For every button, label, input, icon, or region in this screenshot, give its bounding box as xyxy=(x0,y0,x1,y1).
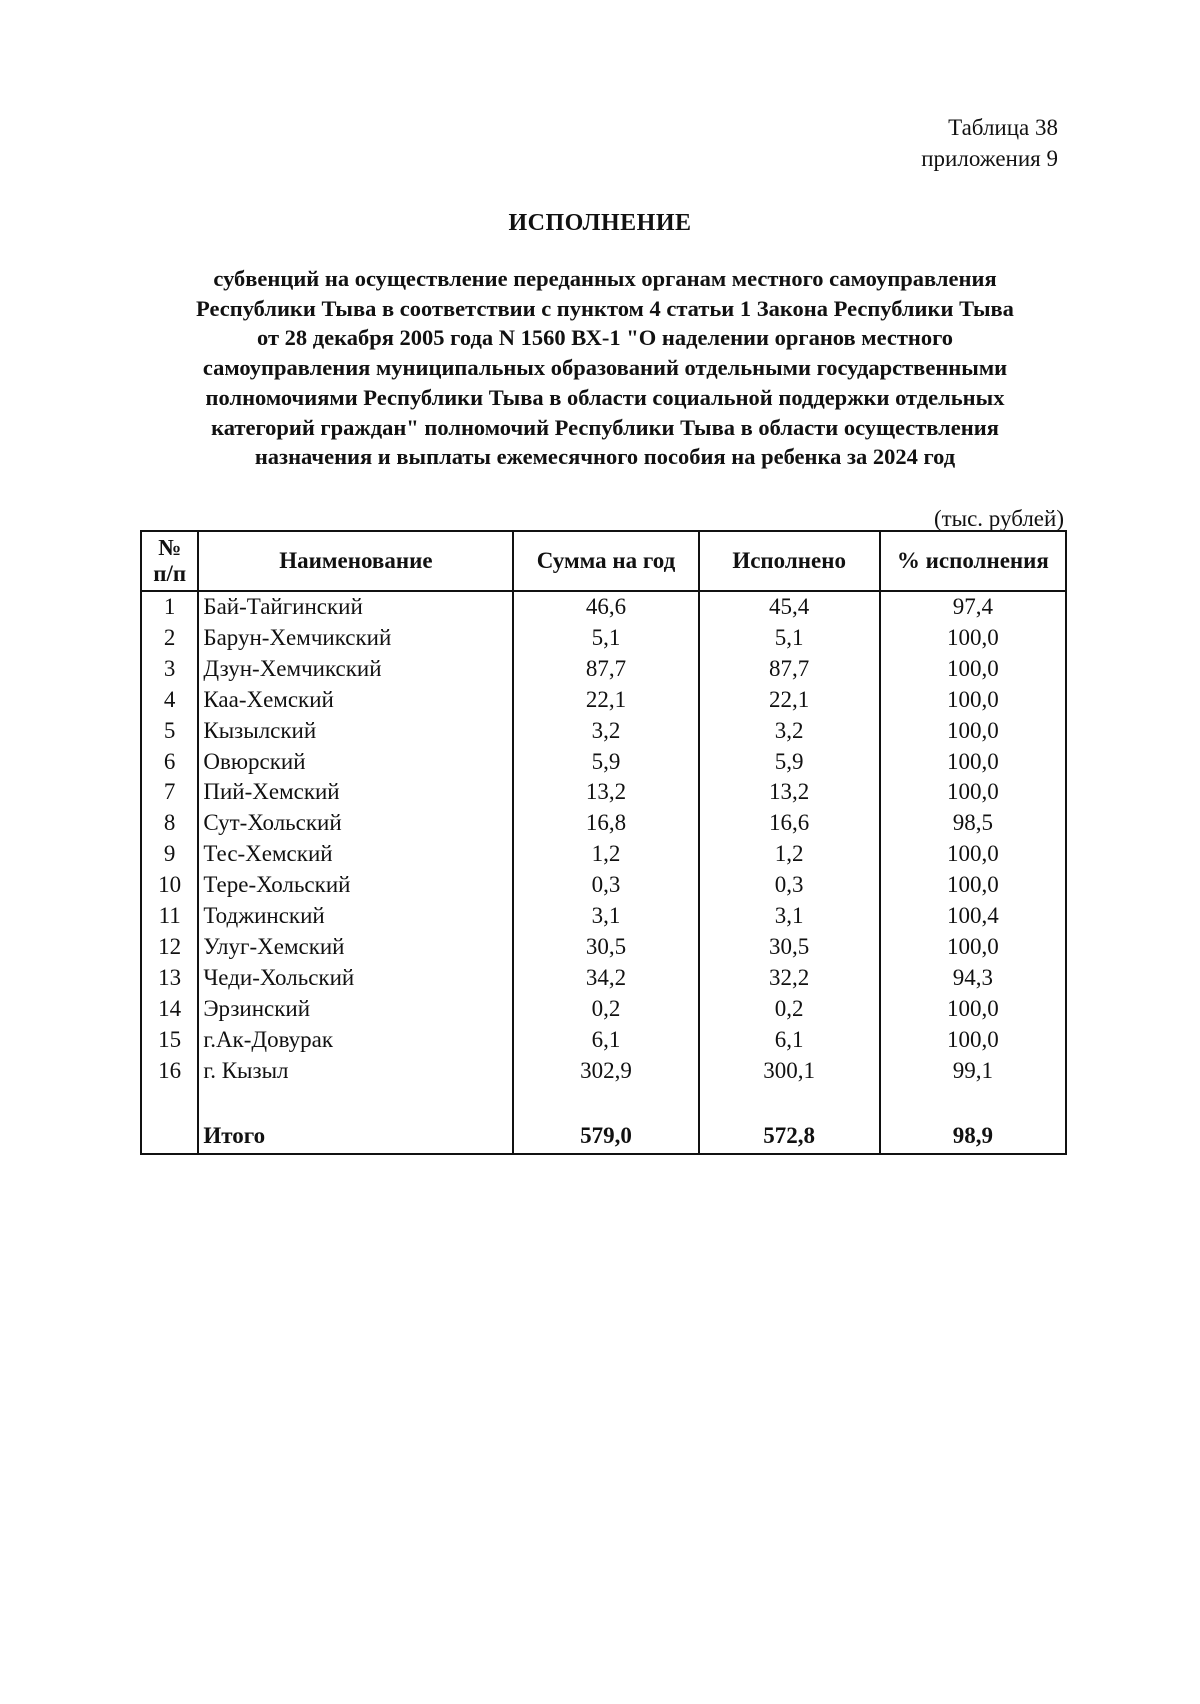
row-percent-cell: 98,5 xyxy=(880,808,1066,839)
table-row xyxy=(141,777,1066,808)
row-name-cell: Эрзинский xyxy=(198,994,513,1025)
row-name-cell: Бай-Тайгинский xyxy=(198,591,513,623)
document-subtitle xyxy=(140,264,1070,472)
table-body xyxy=(141,591,1066,1087)
row-name-cell: Сут-Хольский xyxy=(198,808,513,839)
row-percent-cell: 100,4 xyxy=(880,901,1066,932)
row-planned-cell: 6,1 xyxy=(513,1025,698,1056)
row-executed-cell: 45,4 xyxy=(699,591,880,623)
table-row xyxy=(141,747,1066,778)
row-executed-cell: 5,9 xyxy=(699,747,880,778)
row-executed-cell: 87,7 xyxy=(699,654,880,685)
table-number: Таблица 38 xyxy=(948,115,1058,140)
row-planned-cell: 3,1 xyxy=(513,901,698,932)
row-num-cell: 15 xyxy=(141,1025,198,1056)
row-percent-cell: 100,0 xyxy=(880,839,1066,870)
row-executed-cell: 30,5 xyxy=(699,932,880,963)
row-percent-cell: 100,0 xyxy=(880,654,1066,685)
row-executed-cell: 5,1 xyxy=(699,623,880,654)
row-num-cell: 10 xyxy=(141,870,198,901)
row-num-cell: 16 xyxy=(141,1056,198,1087)
row-num-cell: 11 xyxy=(141,901,198,932)
table-row xyxy=(141,654,1066,685)
table-row xyxy=(141,932,1066,963)
table-row xyxy=(141,994,1066,1025)
row-executed-cell: 22,1 xyxy=(699,685,880,716)
row-num-cell: 6 xyxy=(141,747,198,778)
subtitle-line: самоуправления муниципальных образований отдельными государственными xyxy=(202,355,1008,381)
row-executed-cell: 3,2 xyxy=(699,716,880,747)
header-num: № п/п xyxy=(141,531,198,591)
row-name-cell: Пий-Хемский xyxy=(198,777,513,808)
row-num-cell: 4 xyxy=(141,685,198,716)
row-num-cell: 2 xyxy=(141,623,198,654)
row-planned-cell: 302,9 xyxy=(513,1056,698,1087)
row-percent-cell: 100,0 xyxy=(880,777,1066,808)
row-planned-cell: 22,1 xyxy=(513,685,698,716)
row-planned-cell: 3,2 xyxy=(513,716,698,747)
row-name-cell: Барун-Хемчикский xyxy=(198,623,513,654)
row-name-cell: Тес-Хемский xyxy=(198,839,513,870)
row-name-cell: Улуг-Хемский xyxy=(198,932,513,963)
total-executed-cell: 572,8 xyxy=(699,1121,880,1154)
row-executed-cell: 1,2 xyxy=(699,839,880,870)
row-executed-cell: 32,2 xyxy=(699,963,880,994)
row-planned-cell: 1,2 xyxy=(513,839,698,870)
table-row xyxy=(141,591,1066,623)
row-num-cell: 7 xyxy=(141,777,198,808)
row-num-cell: 13 xyxy=(141,963,198,994)
row-executed-cell: 6,1 xyxy=(699,1025,880,1056)
row-percent-cell: 100,0 xyxy=(880,685,1066,716)
row-planned-cell: 16,8 xyxy=(513,808,698,839)
subtitle-line: назначения и выплаты ежемесячного пособия на ребенка за 2024 год xyxy=(254,444,956,470)
total-name-cell: Итого xyxy=(198,1121,513,1154)
row-planned-cell: 5,9 xyxy=(513,747,698,778)
row-percent-cell: 100,0 xyxy=(880,1025,1066,1056)
units-label: (тыс. рублей) xyxy=(933,506,1064,531)
row-percent-cell: 100,0 xyxy=(880,716,1066,747)
row-name-cell: г.Ак-Довурак xyxy=(198,1025,513,1056)
document-title: ИСПОЛНЕНИЕ xyxy=(508,210,692,236)
row-num-cell: 9 xyxy=(141,839,198,870)
subtitle-line: от 28 декабря 2005 года N 1560 ВХ-1 "О наделении органов местного xyxy=(257,325,953,351)
table-row xyxy=(141,839,1066,870)
row-planned-cell: 46,6 xyxy=(513,591,698,623)
subtitle-line: полномочиями Республики Тыва в области социальной поддержки отдельных xyxy=(205,384,1005,410)
row-planned-cell: 30,5 xyxy=(513,932,698,963)
header-percent: % исполнения xyxy=(880,531,1066,591)
header-name: Наименование xyxy=(198,531,513,591)
row-percent-cell: 94,3 xyxy=(880,963,1066,994)
header-executed: Исполнено xyxy=(699,531,880,591)
table-row xyxy=(141,901,1066,932)
row-planned-cell: 13,2 xyxy=(513,777,698,808)
row-name-cell: Кызылский xyxy=(198,716,513,747)
row-num-cell: 14 xyxy=(141,994,198,1025)
row-num-cell: 12 xyxy=(141,932,198,963)
total-planned-cell: 579,0 xyxy=(513,1121,698,1154)
header-planned: Сумма на год xyxy=(513,531,698,591)
total-num-cell xyxy=(141,1121,198,1154)
subtitle-line: субвенций на осуществление переданных органам местного самоуправления xyxy=(213,266,997,291)
row-executed-cell: 300,1 xyxy=(699,1056,880,1087)
row-percent-cell: 100,0 xyxy=(880,932,1066,963)
total-percent-cell: 98,9 xyxy=(880,1121,1066,1154)
row-name-cell: Овюрский xyxy=(198,747,513,778)
appendix-number: приложения 9 xyxy=(921,146,1058,171)
subtitle-line: категорий граждан" полномочий Республики Тыва в области осуществления xyxy=(211,414,999,440)
row-name-cell: Тоджинский xyxy=(198,901,513,932)
row-percent-cell: 100,0 xyxy=(880,994,1066,1025)
row-percent-cell: 97,4 xyxy=(880,591,1066,623)
row-name-cell: Чеди-Хольский xyxy=(198,963,513,994)
row-planned-cell: 34,2 xyxy=(513,963,698,994)
table-row xyxy=(141,1025,1066,1056)
row-executed-cell: 16,6 xyxy=(699,808,880,839)
row-num-cell: 5 xyxy=(141,716,198,747)
row-num-cell: 1 xyxy=(141,591,198,623)
row-num-cell: 3 xyxy=(141,654,198,685)
row-executed-cell: 0,2 xyxy=(699,994,880,1025)
row-name-cell: г. Кызыл xyxy=(198,1056,513,1087)
row-percent-cell: 99,1 xyxy=(880,1056,1066,1087)
table-header-row xyxy=(141,531,1066,591)
table-row xyxy=(141,623,1066,654)
row-executed-cell: 13,2 xyxy=(699,777,880,808)
table-reference xyxy=(921,112,1058,174)
table-row xyxy=(141,870,1066,901)
table-row xyxy=(141,685,1066,716)
row-percent-cell: 100,0 xyxy=(880,870,1066,901)
row-name-cell: Тере-Хольский xyxy=(198,870,513,901)
total-row xyxy=(141,1121,1066,1154)
execution-table xyxy=(140,530,1067,1155)
row-num-cell: 8 xyxy=(141,808,198,839)
row-executed-cell: 0,3 xyxy=(699,870,880,901)
row-executed-cell: 3,1 xyxy=(699,901,880,932)
row-planned-cell: 0,2 xyxy=(513,994,698,1025)
table-row xyxy=(141,963,1066,994)
row-planned-cell: 0,3 xyxy=(513,870,698,901)
subtitle-line: Республики Тыва в соответствии с пунктом 4 статьи 1 Закона Республики Тыва xyxy=(196,295,1014,321)
row-planned-cell: 87,7 xyxy=(513,654,698,685)
row-name-cell: Дзун-Хемчикский xyxy=(198,654,513,685)
row-percent-cell: 100,0 xyxy=(880,747,1066,778)
table-row xyxy=(141,1056,1066,1087)
table-row xyxy=(141,808,1066,839)
row-planned-cell: 5,1 xyxy=(513,623,698,654)
table-row xyxy=(141,716,1066,747)
spacer-row xyxy=(141,1087,1066,1121)
row-percent-cell: 100,0 xyxy=(880,623,1066,654)
row-name-cell: Каа-Хемский xyxy=(198,685,513,716)
